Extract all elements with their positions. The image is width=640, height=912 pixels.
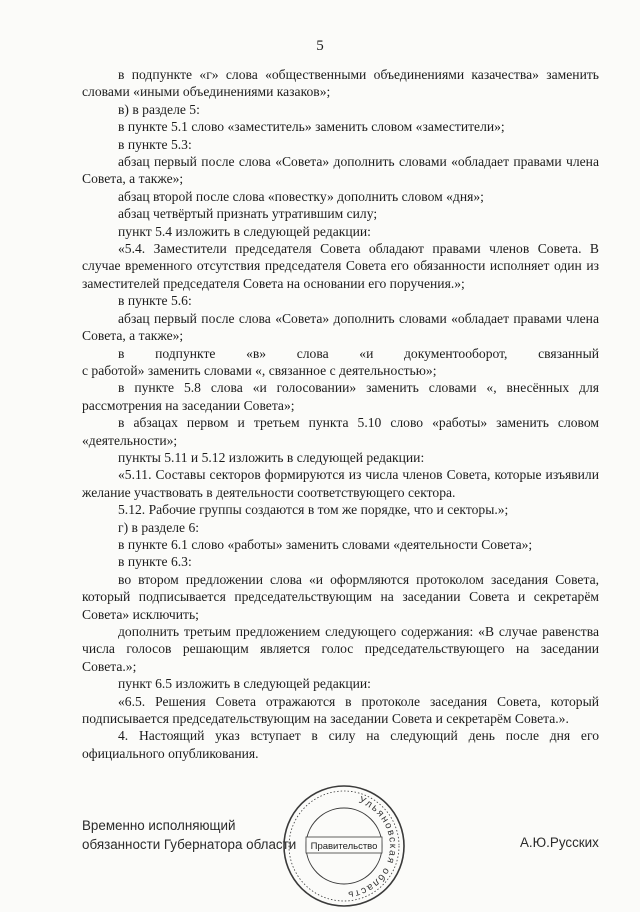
seal-center-text: Правительство [310,841,378,852]
paragraph: пункты 5.11 и 5.12 изложить в следующей редакции: [118,449,425,465]
paragraph: г) в разделе 6: [118,519,200,535]
paragraph: в подпункте «в» слова «и документооборот, связанный [118,345,599,361]
paragraph: во втором предложении слова «и оформляются протоколом заседания Совета, который подписывается председательствующим на заседании Совета и секретарём Совета» исключить; [82,571,599,622]
paragraph: дополнить третьим предложением следующего содержания: «В случае равенства числа голосов решающим является голос председательствующего на заседании Совета.»; [82,624,599,674]
paragraph: 4. Настоящий указ вступает в силу на следующий день после дня его официального опубликования. [82,728,599,761]
paragraph: пункт 6.5 изложить в следующей редакции: [118,676,371,692]
paragraph: в пункте 6.1 слово «работы» заменить словами «деятельности Совета»; [118,536,533,552]
paragraph: «5.11. Составы секторов формируются из числа членов Совета, которые изъявили желание участвовать в деятельности соответствующего сектора. [82,467,599,500]
paragraph: в подпункте «г» слова «общественными объединениями казачества» заменить словами «иными объединениями казаков»; [82,67,599,100]
signatory-name: А.Ю.Русских [520,835,599,850]
paragraph: пункт 5.4 изложить в следующей редакции: [118,223,371,239]
seal-ring-text: Ульяновская область [346,794,399,900]
document-body [82,66,599,762]
paragraph: в пункте 6.3: [118,554,192,570]
signature-title-line2: обязанности Губернатора области [82,837,297,852]
paragraph: в абзацах первом и третьем пункта 5.10 слово «работы» заменить словом «деятельности»; [82,415,599,448]
paragraph: «6.5. Решения Совета отражаются в протоколе заседания Совета, который подписывается председательствующим на заседании Совета и секретарём Совета.». [82,693,599,727]
paragraph: 5.12. Рабочие группы создаются в том же порядке, что и секторы.»; [118,502,509,518]
paragraph: абзац первый после слова «Совета» дополнить словами «обладает правами члена Совета, а также»; [82,310,599,344]
paragraph: в пункте 5.3: [118,136,192,152]
paragraph: «5.4. Заместители председателя Совета обладают правами членов Совета. В случае временного отсутствия председателя Совета его обязанности исполняет один из заместителей председателя Совета на основании его поручения.»; [82,241,599,291]
paragraph: в пункте 5.1 слово «заместитель» заменить словом «заместители»; [118,119,505,135]
page-number: 5 [316,38,324,54]
official-seal [278,780,410,912]
paragraph: с работой» заменить словами «, связанное с деятельностью»; [82,362,437,378]
paragraph: в пункте 5.8 слова «и голосовании» заменить словами «, внесённых для рассмотрения на заседании Совета»; [82,380,599,413]
signature-block [82,816,296,854]
paragraph: в пункте 5.6: [118,293,192,309]
paragraph: абзац второй после слова «повестку» дополнить словом «дня»; [118,188,484,204]
paragraph: абзац первый после слова «Совета» дополнить словами «обладает правами члена Совета, а также»; [82,154,599,187]
signature-title-line1: Временно исполняющий [82,818,236,833]
paragraph: в) в разделе 5: [118,101,200,117]
paragraph: абзац четвёртый признать утратившим силу; [118,206,378,222]
